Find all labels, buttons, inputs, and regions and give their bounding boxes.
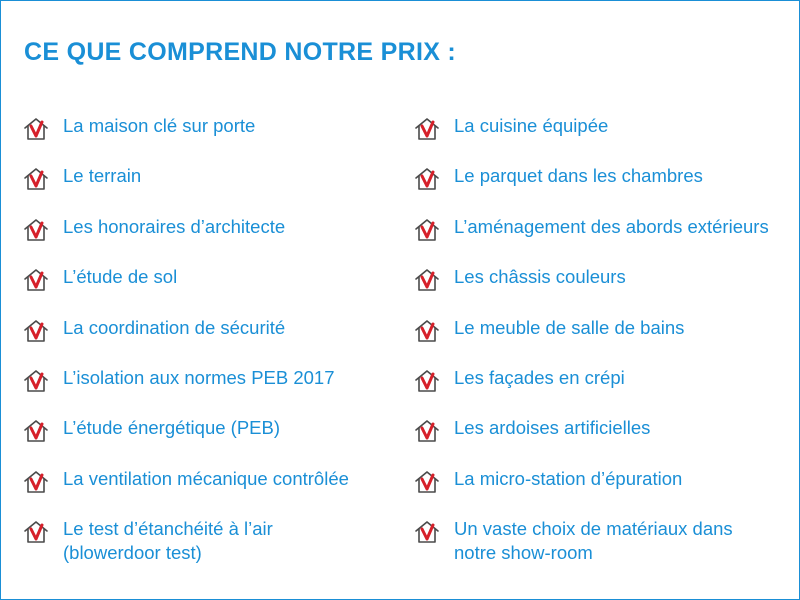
- list-item: [413, 164, 793, 214]
- house-checkmark-icon: [22, 166, 50, 192]
- list-item-label: Le terrain: [63, 165, 142, 187]
- house-checkmark-icon: [413, 519, 441, 545]
- house-checkmark-icon: [22, 318, 50, 344]
- list-item-label: Les ardoises artificielles: [454, 417, 651, 439]
- house-checkmark-icon: [413, 318, 441, 344]
- list-item-label: La micro-station d’épuration: [454, 467, 683, 489]
- list-item: [22, 114, 402, 164]
- list-item-label: Le parquet dans les chambres: [454, 165, 703, 187]
- house-checkmark-icon: [22, 267, 50, 293]
- list-item: [22, 265, 402, 315]
- house-checkmark-icon: [22, 217, 50, 243]
- list-item: [22, 366, 402, 416]
- list-item: [413, 215, 793, 265]
- list-item: [22, 517, 402, 567]
- list-item-label: L’isolation aux normes PEB 2017: [63, 366, 335, 388]
- page-title: CE QUE COMPREND NOTRE PRIX :: [24, 38, 457, 66]
- list-item: [413, 517, 793, 567]
- house-checkmark-icon: [413, 418, 441, 444]
- house-checkmark-icon: [413, 469, 441, 495]
- list-item-label: Les honoraires d’architecte: [63, 215, 286, 237]
- list-item: [22, 215, 402, 265]
- right-column: [413, 114, 793, 568]
- house-checkmark-icon: [22, 368, 50, 394]
- house-checkmark-icon: [22, 469, 50, 495]
- house-checkmark-icon: [413, 267, 441, 293]
- house-checkmark-icon: [413, 368, 441, 394]
- list-item-label: Le test d’étanchéité à l’air (blowerdoor test): [63, 518, 273, 564]
- list-item: [413, 114, 793, 164]
- list-item-label: Les façades en crépi: [454, 366, 625, 388]
- house-checkmark-icon: [413, 116, 441, 142]
- list-item-label: L’étude de sol: [63, 266, 178, 288]
- list-item: [22, 416, 402, 466]
- list-item-label: L’aménagement des abords extérieurs: [454, 215, 769, 237]
- list-item: [22, 467, 402, 517]
- house-checkmark-icon: [22, 418, 50, 444]
- house-checkmark-icon: [22, 519, 50, 545]
- house-checkmark-icon: [413, 217, 441, 243]
- list-item-label: Un vaste choix de matériaux dans notre show-room: [454, 518, 733, 564]
- house-checkmark-icon: [413, 166, 441, 192]
- list-item: [413, 366, 793, 416]
- list-item-label: La maison clé sur porte: [63, 115, 256, 136]
- list-item: [413, 316, 793, 366]
- list-item: [22, 316, 402, 366]
- list-item-label: Le meuble de salle de bains: [454, 316, 685, 338]
- list-item-label: L’étude énergétique (PEB): [63, 417, 281, 439]
- left-column: [22, 114, 402, 568]
- list-item: [413, 265, 793, 315]
- list-item-label: La cuisine équipée: [454, 115, 609, 136]
- list-item-label: La ventilation mécanique contrôlée: [63, 467, 349, 489]
- list-item: [413, 416, 793, 466]
- list-item: [413, 467, 793, 517]
- list-item-label: La coordination de sécurité: [63, 316, 286, 338]
- list-item-label: Les châssis couleurs: [454, 266, 626, 288]
- house-checkmark-icon: [22, 116, 50, 142]
- list-item: [22, 164, 402, 214]
